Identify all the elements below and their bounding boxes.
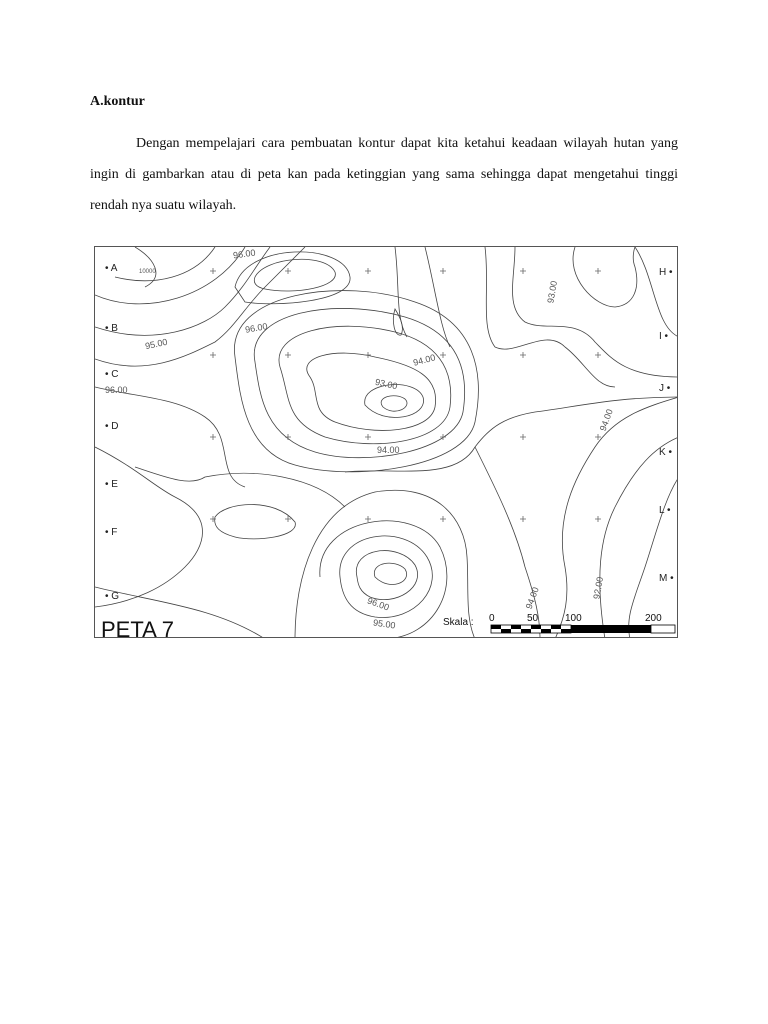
contour-label: 95.00 [372,617,397,631]
contour-label: 94.00 [412,352,437,368]
contour-label: 96.00 [244,321,269,335]
contour-label: 93.00 [374,376,399,392]
point-label-e: • E [105,479,118,490]
body-paragraph: Dengan mempelajari cara pembuatan kontur dapat kita ketahui keadaan wilayah hutan yang ingin di gambarkan atau di peta kan pada ketinggian yang sama sehingga dapat mengetahui tinggi rendah nya suatu wilayah. [90,136,678,213]
scale-tick: 200 [645,613,662,624]
contour-label: 94.00 [523,585,541,611]
contour-label: 94.00 [597,407,615,433]
point-label-f: • F [105,527,118,538]
point-label-j: J • [659,383,671,394]
contour-label: 96.00 [365,595,391,613]
grid-crosses [210,268,601,522]
scale-bar [491,625,675,633]
point-label-c: • C [105,369,119,380]
contour-label: 10000 [139,269,156,275]
scale-tick: 100 [565,613,582,624]
point-label-k: K • [659,447,672,458]
point-label-h: H • [659,267,673,278]
point-label-d: • D [105,421,119,432]
contour-label: 96.00 [232,247,257,261]
contour-label: 94.00 [377,445,400,455]
point-label-i: I • [659,331,669,342]
map-title: PETA 7 [101,617,174,638]
contour-label: 96.00 [105,385,128,395]
point-label-g: • G [105,591,120,602]
contour-label: 93.00 [545,280,560,304]
section-heading: A.kontur [90,94,145,109]
contour-lines [95,247,678,638]
contour-map [94,246,678,638]
contour-label: 92.00 [591,576,606,600]
point-label-a: • A [105,263,118,274]
point-label-l: L • [659,505,671,516]
scale-tick: 0 [489,613,495,624]
scale-label: Skala : [443,617,474,628]
point-label-m: M • [659,573,674,584]
scale-tick: 50 [527,613,539,624]
contour-label: 95.00 [144,336,169,352]
point-label-b: • B [105,323,118,334]
